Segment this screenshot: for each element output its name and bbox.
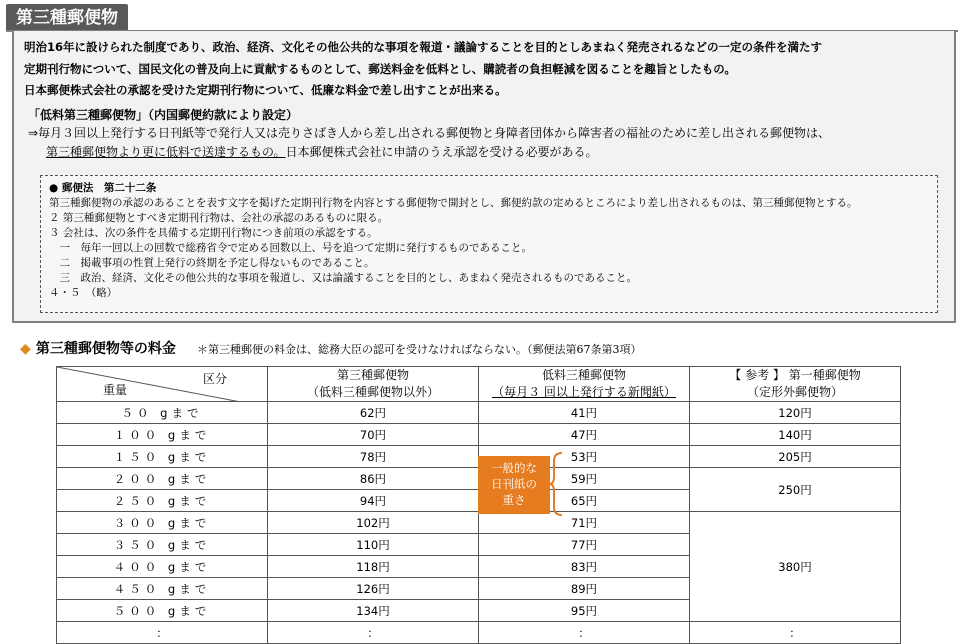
weight-cell: ４５０ gまで [57,578,268,600]
weight-cell: ２００ gまで [57,468,268,490]
rate-cell: 205円 [690,446,901,468]
callout-line: 一般的な [491,461,537,475]
rate-cell: ： [690,622,901,644]
weight-cell: ５００ gまで [57,600,268,622]
rate-cell: 102円 [268,512,479,534]
law-line: 第三種郵便物の承認のあることを表す文字を掲げた定期刊行物を内容とする郵便物で開封とし、郵便約款の定めるところにより差し出されるものは、第三種郵便物とする。 [49,197,858,209]
weight-label: 重量 [103,383,128,397]
intro-text [24,37,822,102]
page-title: 第三種郵便物 [6,4,128,32]
low-rate-line: ⇒毎月３回以上発行する日刊紙等で発行人又は売りさばき人から差し出される郵便物と身障者団体から障害者の福祉のために差し出される郵便物は、 [28,126,831,140]
table-row [57,402,901,424]
col-sub: （定形外郵便物） [746,385,843,399]
rate-cell: 77円 [479,534,690,556]
col-sub: （低料三種郵便物以外） [306,385,439,399]
callout-line: 重さ [502,493,526,507]
callout-line: 日刊紙の [491,477,537,491]
rate-cell: 94円 [268,490,479,512]
rate-cell: 126円 [268,578,479,600]
intro-line: 日本郵便株式会社の承認を受けた定期刊行物について、低廉な料金で差し出すことが出来る。 [24,83,507,97]
weight-cell: ３５０ gまで [57,534,268,556]
diamond-icon: ◆ [20,341,31,357]
rate-cell: 140円 [690,424,901,446]
rate-cell: 110円 [268,534,479,556]
rate-cell: 53円 [479,446,690,468]
low-rate-text [28,124,830,162]
overview-panel [12,31,956,323]
low-rate-underlined: 第三種郵便物より更に低料で送達するもの。 [46,145,286,159]
rate-cell: 118円 [268,556,479,578]
rate-cell: 86円 [268,468,479,490]
weight-cell: １００ gまで [57,424,268,446]
weight-cell: ： [57,622,268,644]
law-heading: ● 郵便法 第二十二条 [49,182,157,194]
low-rate-line [28,143,830,162]
table-row [57,622,901,644]
law-line: 一 毎年一回以上の回数で総務省令で定める回数以上、号を追つて定期に発行するものであること。 [49,242,532,254]
rate-cell: 62円 [268,402,479,424]
col-title: 【 参考 】 第一種郵便物 [729,368,861,382]
rate-cell: 89円 [479,578,690,600]
rate-cell: 83円 [479,556,690,578]
col-low-rate [479,367,690,402]
law-line: ４・５ （略） [49,287,118,299]
rate-cell: 65円 [479,490,690,512]
rate-cell: 95円 [479,600,690,622]
rate-cell: ： [268,622,479,644]
category-label: 区分 [202,372,227,386]
corner-header [57,367,268,402]
table-row [57,512,901,534]
weight-cell: ３００ gまで [57,512,268,534]
weight-cell: １５０ gまで [57,446,268,468]
law-line: ３ 会社は、次の条件を具備する定期刊行物につき前項の承認をする。 [49,227,378,239]
rates-title: 第三種郵便物等の料金 [35,341,176,357]
law-line: 三 政治、経済、文化その他公共的な事項を報道し、又は論議することを目的とし、あまねく発売されるものであること。 [49,272,637,284]
rate-cell: 78円 [268,446,479,468]
weight-cell: ２５０ gまで [57,490,268,512]
intro-line: 明治16年に設けられた制度であり、政治、経済、文化その他公共的な事項を報道・議論することを目的としあまねく発売されるなどの一定の条件を満たす [24,40,822,54]
low-rate-rest: 日本郵便株式会社に申請のうえ承認を受ける必要がある。 [285,145,598,159]
col-sub: （毎月３ 回以上発行する新聞紙） [492,385,676,399]
rate-cell: 120円 [690,402,901,424]
low-rate-heading: 「低料第三種郵便物」（内国郵便約款により設定） [28,108,299,122]
rate-cell-merged: 380円 [690,512,901,622]
rate-cell: ： [479,622,690,644]
table-header-row [57,367,901,402]
weight-cell: ４００ gまで [57,556,268,578]
law-line: ２ 第三種郵便物とすべき定期刊行物は、会社の承認のあるものに限る。 [49,212,389,224]
typical-newspaper-callout [478,456,550,514]
col-title: 第三種郵便物 [336,368,409,382]
rates-note: ＊第三種郵便の料金は、総務大臣の認可を受けなければならない。（郵便法第67条第3項） [196,343,642,356]
rate-cell: 134円 [268,600,479,622]
col-third-class [268,367,479,402]
rate-cell: 47円 [479,424,690,446]
law-line: 二 掲載事項の性質上発行の終期を予定し得ないものであること。 [49,257,375,269]
intro-line: 定期刊行物について、国民文化の普及向上に貢献するものとして、郵送料金を低料とし、購読者の負担軽減を図ることを趣旨としたもの。 [24,61,736,76]
rate-cell: 70円 [268,424,479,446]
col-reference [690,367,901,402]
brace-icon [548,451,564,517]
col-title: 低料三種郵便物 [541,368,626,382]
diagonal-line [57,367,267,402]
rate-cell: 71円 [479,512,690,534]
postal-law-box [40,175,938,313]
rates-section-header [20,338,641,358]
table-row [57,424,901,446]
rate-cell: 59円 [479,468,690,490]
rate-cell-merged: 250円 [690,468,901,512]
rate-cell: 41円 [479,402,690,424]
weight-cell: ５０ gまで [57,402,268,424]
